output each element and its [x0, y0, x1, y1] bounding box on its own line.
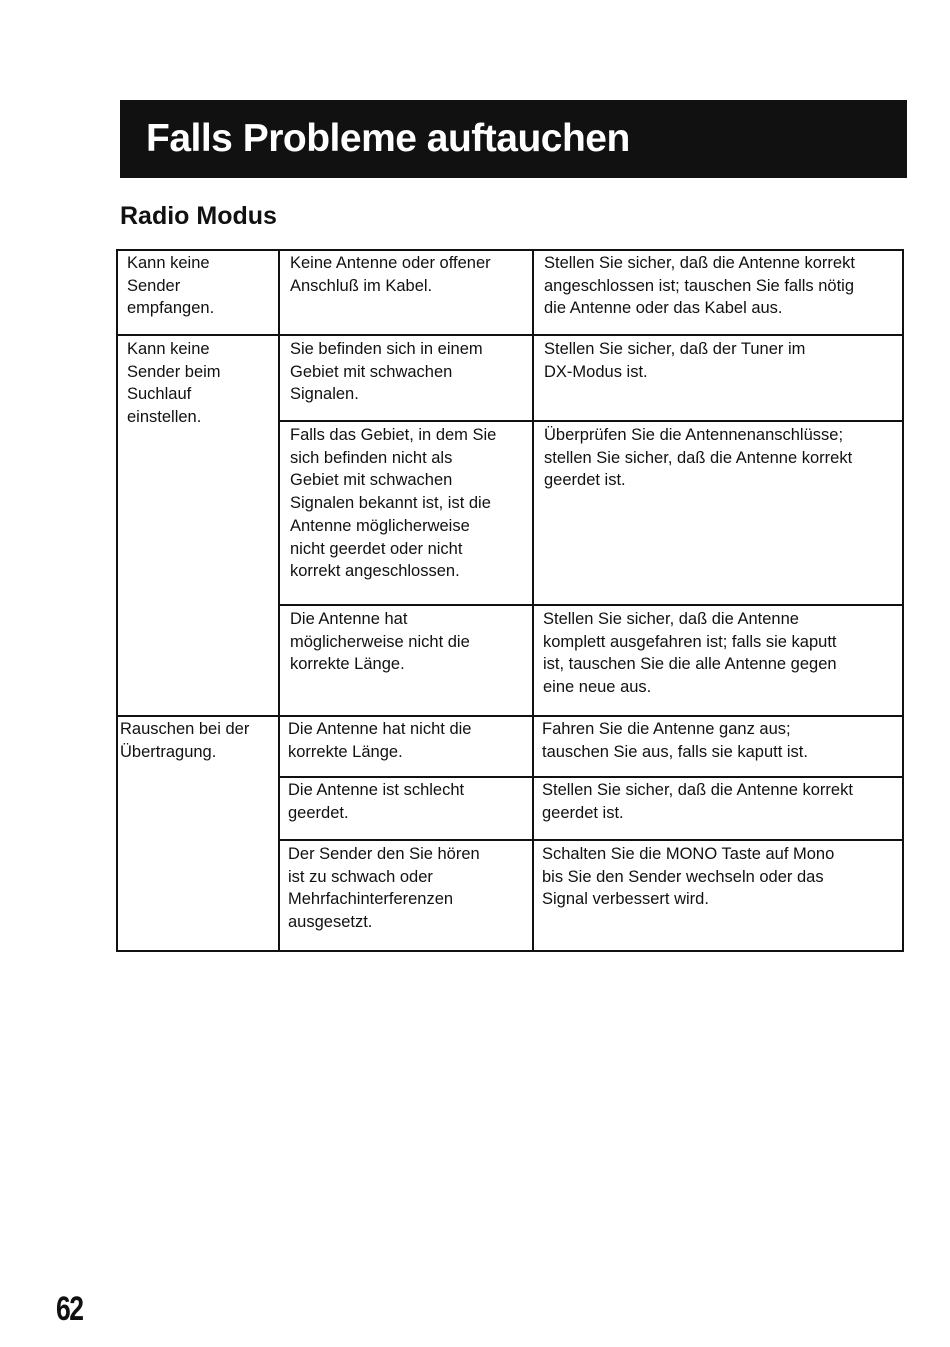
problem-cell: Kann keine Sender empfangen.	[127, 254, 215, 318]
cause-cell: Sie befinden sich in einem Gebiet mit schwachen Signalen.	[290, 340, 483, 404]
remedy-cell: Stellen Sie sicher, daß die Antenne korrekt geerdet ist.	[542, 781, 853, 822]
remedy-cell: Stellen Sie sicher, daß die Antenne komplett ausgefahren ist; falls sie kaputt ist, tauschen Sie die alle Antenne gegen eine neue aus.	[543, 610, 837, 697]
problem-cell: Kann keine Sender beim Suchlauf einstellen.	[127, 340, 221, 427]
column-divider-1	[278, 249, 280, 952]
cause-cell: Die Antenne hat möglicherweise nicht die korrekte Länge.	[290, 610, 470, 674]
remedy-cell: Überprüfen Sie die Antennenanschlüsse; stellen Sie sicher, daß die Antenne korrekt geerdet ist.	[544, 426, 853, 490]
row-divider-full	[116, 715, 904, 717]
row-divider-partial	[278, 839, 904, 841]
troubleshooting-table	[116, 249, 904, 952]
row-divider-partial	[278, 604, 904, 606]
column-divider-2	[532, 249, 534, 952]
page-title: Falls Probleme auftauchen	[146, 117, 630, 160]
problem-cell: Rauschen bei der Übertragung.	[120, 720, 250, 761]
table-border-bottom	[116, 950, 904, 952]
remedy-cell: Schalten Sie die MONO Taste auf Mono bis Sie den Sender wechseln oder das Signal verbessert wird.	[542, 845, 835, 909]
row-divider-full	[116, 334, 904, 336]
cause-cell: Die Antenne ist schlecht geerdet.	[288, 781, 465, 822]
cause-cell: Die Antenne hat nicht die korrekte Länge.	[288, 720, 472, 761]
remedy-cell: Stellen Sie sicher, daß der Tuner im DX-Modus ist.	[544, 340, 806, 381]
title-banner	[120, 100, 907, 178]
table-border-right	[902, 249, 904, 952]
table-border-left	[116, 249, 118, 952]
cause-cell: Keine Antenne oder offener Anschluß im Kabel.	[290, 254, 491, 295]
remedy-cell: Fahren Sie die Antenne ganz aus; tauschen Sie aus, falls sie kaputt ist.	[542, 720, 808, 761]
page-number: 62	[56, 1290, 83, 1328]
row-divider-partial	[278, 776, 904, 778]
remedy-cell: Stellen Sie sicher, daß die Antenne korrekt angeschlossen ist; tauschen Sie falls nötig die Antenne oder das Kabel aus.	[544, 254, 855, 318]
table-border-top	[116, 249, 904, 251]
row-divider-partial	[278, 420, 904, 422]
cause-cell: Falls das Gebiet, in dem Sie sich befinden nicht als Gebiet mit schwachen Signalen bekannt ist, ist die Antenne möglicherweise nicht geerdet oder nicht korrekt angeschlossen.	[290, 426, 497, 581]
section-title: Radio Modus	[120, 202, 277, 230]
cause-cell: Der Sender den Sie hören ist zu schwach oder Mehrfachinterferenzen ausgesetzt.	[288, 845, 480, 932]
